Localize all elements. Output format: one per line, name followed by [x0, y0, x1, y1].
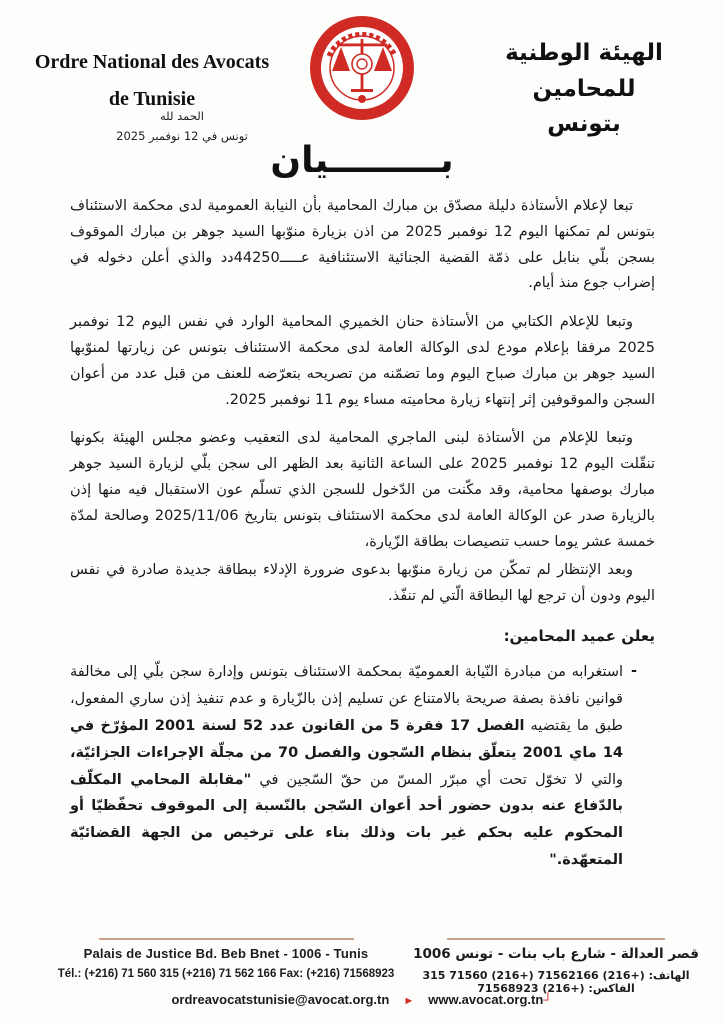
bullet-bold-2: "مقابلة المحامي المكلّف بالدّفاع عنه بدون حضور أحد أعوان السّجن بالنّسبة إلى الموقوف تحفّظيّا أو المحكوم عليه بحكم غير بات وذلك بناء على ترخيص من الجهة القضائيّة المتعهّدة."	[70, 771, 623, 869]
footer-french-block	[26, 938, 426, 980]
statement-body	[70, 194, 655, 874]
address-french: Palais de Justice Bd. Beb Bnet - 1006 - Tunis	[83, 946, 369, 961]
statement-title: بـــــــــيان	[270, 140, 454, 181]
bullet-dash: -	[630, 662, 638, 679]
footer-rule-right	[447, 938, 665, 940]
logo-svg	[296, 12, 428, 124]
bullet-normal-2: والتي لا تخوّل تحت أي مبرّر المسّ من حقّ السّجين في	[251, 771, 623, 788]
email-text: ordreavocatstunisie@avocat.org.tn	[171, 992, 390, 1007]
hamd-line: الحمد لله	[160, 109, 204, 123]
org-name-ar-line1: الهيئة الوطنية للمحامين	[505, 40, 663, 102]
scales-of-justice-logo	[296, 12, 428, 124]
org-name-fr-line1: Ordre National des Avocats	[34, 51, 270, 73]
announce-heading: يعلن عميد المحامين:	[503, 626, 655, 645]
phone-arabic: الهاتف: (+216) 71562166 (+216) 71560 315 الفاكس: (+216) 71568923	[422, 969, 690, 995]
footer-rule-left	[99, 938, 354, 940]
return-mark-icon: ┘	[543, 992, 553, 1007]
bullet-normal-1: استغرابه من مبادرة النّيابة العموميّة بمحكمة الاستئناف بتونس وإدارة سجن بلّي إلى مخالفة قوانين نافذة بصفة صريحة بالامتناع عن تسليم إذن بالزّيارة و عدم تنفيذ إذن ساري المفعول، طبق ما يقتضيه	[70, 663, 623, 734]
address-arabic: قصر العدالة - شارع باب بنات - تونس 1006	[413, 946, 699, 962]
org-name-ar-line2: بتونس	[547, 111, 621, 138]
website-text: www.avocat.org.tn	[428, 992, 544, 1007]
paragraph-3: وتبعا للإعلام من الأستاذة لبنى الماجري المحامية لدى التعقيب وعضو مجلس الهيئة بكونها تنقّلت اليوم 12 نوفمبر 2025 على الساعة الثانية بعد الظهر الى سجن بلّي لزيارة السيد جوهر مبارك بوصفها محامية، وقد مكّنت من الدّخول للسجن الذي تسلّم عون الاستقبال فيه منها إذن بالزيارة صدر عن الوكالة العامة لدى محكمة الاستئناف بتونس بتاريخ 2025/11/06 وصالحة لمدّة خمسة عشر يوما حسب تنصيصات بطاقة الزّيارة،	[70, 430, 656, 550]
paragraph-1: تبعا لإعلام الأستاذة دليلة مصدّق بن مبارك المحامية بأن النيابة العمومية لدى محكمة الاستئناف بتونس لم تمكنها اليوم 12 نوفمبر 2025 من اذن بزيارة منوّبها السيد جوهر بن مبارك الموقوف بسجن بلّي بنابل على ذمّة القضية الجنائية الاستئنافية عـــــ44250دد والذي أعلن دخوله في إضراب جوع منذ أيام.	[70, 198, 655, 292]
bullet-text	[70, 659, 623, 875]
org-name-fr-line2: de Tunisie	[108, 88, 196, 110]
paragraph-4: وبعد الإنتظار لم تمكّن من زيارة منوّبها بدعوى ضرورة الإدلاء ببطاقة جديدة صادرة في نفس اليوم ودون أن ترجع لها البطاقة الّتي لم تنفّذ.	[70, 562, 655, 605]
list-item	[70, 659, 655, 875]
paragraph-2: وتبعا للإعلام الكتابي من الأستاذة حنان الخميري المحامية الوارد في نفس اليوم 12 نوفمبر 2025 مرفقا بإعلام مودع لدى الوكالة العامة لدى محكمة الاستئناف بتونس عن زيارتها لمنوّبها السيد جوهر بن مبارك صباح اليوم وما تضمّنه من تصريحه بتعرّضه للعنف من قبل عدد من أعوان السجن والموقوفين إثر إنتهاء زيارة محاميته مساء يوم 11 نوفمبر 2025.	[70, 314, 655, 408]
arrow-icon: ►	[403, 995, 415, 1007]
footer-contact-line	[0, 992, 724, 1007]
place-date-line: تونس في 12 نوفمبر 2025	[116, 128, 248, 143]
bullet-bold-1: الفصل 17 فقرة 5 من القانون عدد 52 لسنة 2001 المؤرّخ في 14 ماي 2001 يتعلّق بنظام السّجون والفصل 70 من مجلّة الإجراءات الجزائيّة،	[70, 717, 623, 761]
phone-french: Tél.: (+216) 71 560 315 (+216) 71 562 166 Fax: (+216) 71568923	[57, 968, 395, 980]
org-name-arabic	[456, 36, 712, 143]
footer-arabic-block	[406, 938, 706, 995]
